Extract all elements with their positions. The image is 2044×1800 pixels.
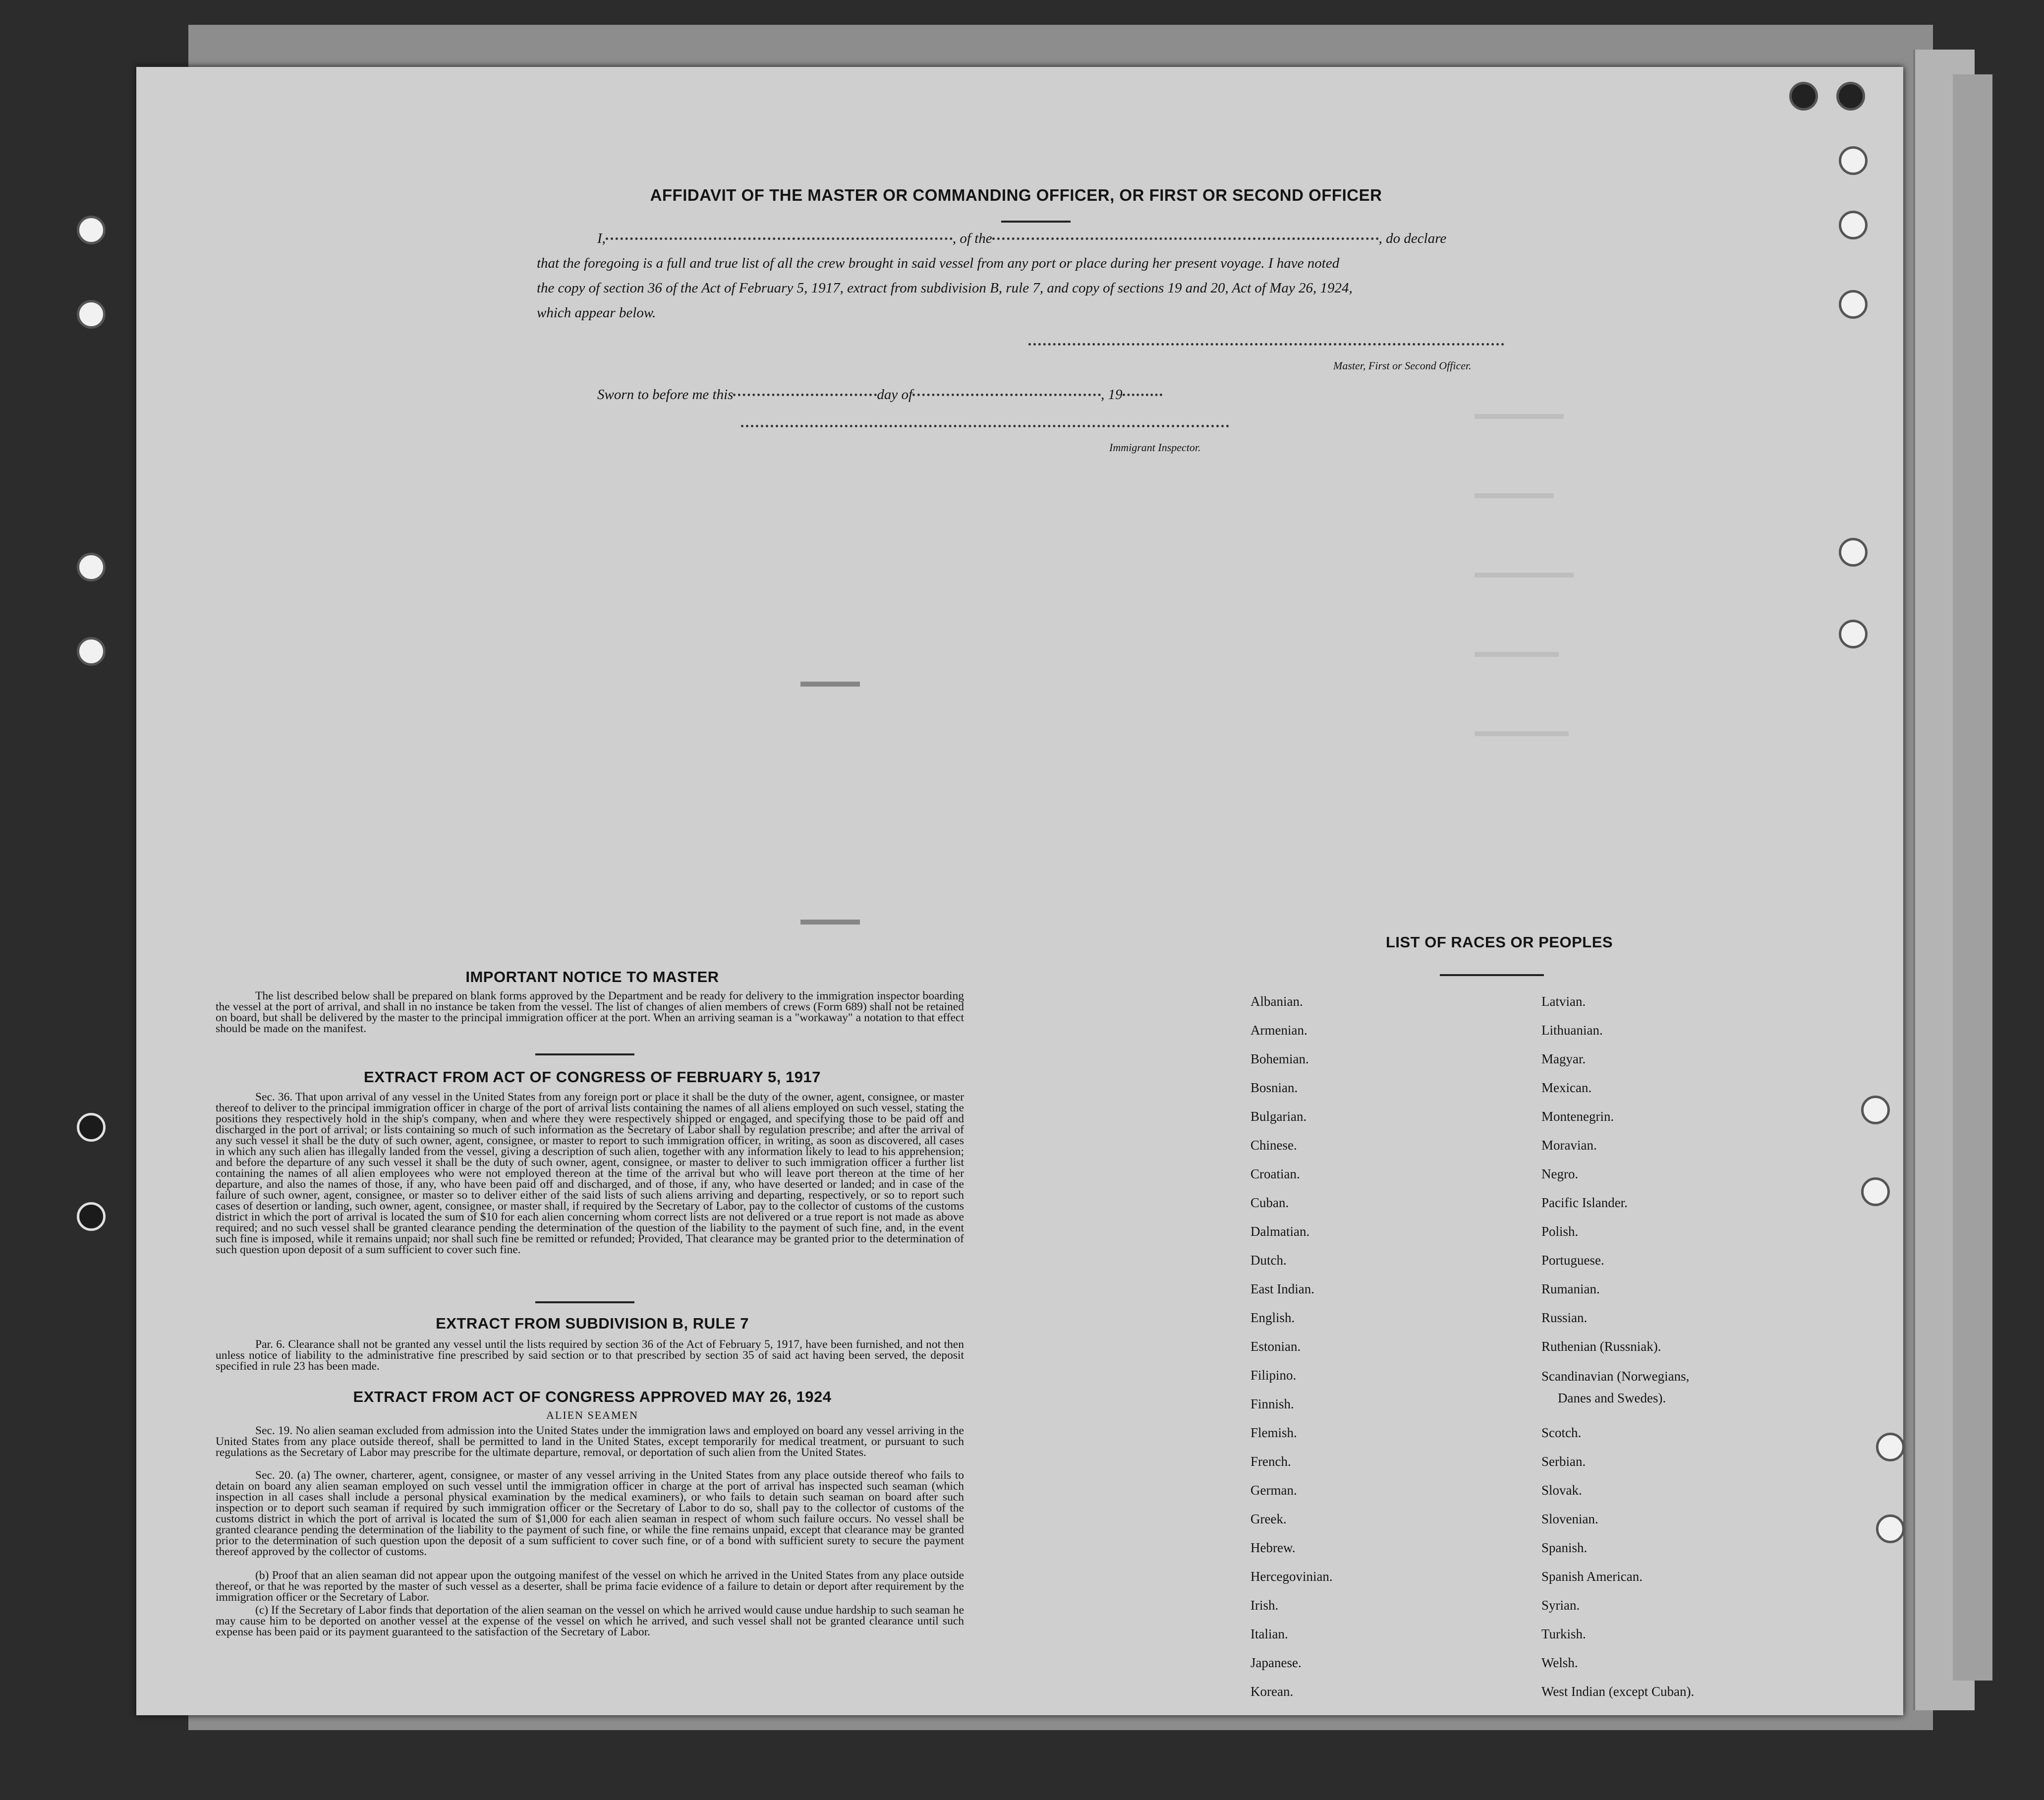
binder-hole-icon (1839, 290, 1868, 319)
sec20a-text: Sec. 20. (a) The owner, charterer, agent, consignee, or master of any vessel arriving in the United States from any place outside thereof who fails to detain on board any alien seaman employed on such vessel until the immigration officer in charge at the port of arrival has inspected such seaman (which inspection in all cases shall include a personal physical examination by the medical examiners), or who fails to detain such seaman on board after such inspection or to deport such seaman if required by such immigration officer or the Secretary of Labor to do so, shall pay to the collector of customs of the customs district in which the port of arrival is located the sum of $1,000 for each alien seaman in respect of whom such failure occurs. No vessel shall be granted clearance pending the determination of the liability to the payment of such fine, or while the fine remains unpaid, except that clearance may be granted prior to the determination of such question upon the deposit of a sum sufficient to cover such fine, or of a bond with sufficient surety to secure the payment thereof approved by the collector of customs. (216, 1469, 964, 1558)
race-item: Portuguese. (1541, 1253, 1604, 1268)
race-item: Negro. (1541, 1166, 1579, 1181)
binder-hole-icon (1839, 538, 1868, 567)
race-item: French. (1250, 1454, 1291, 1469)
affidavit-line-4: which appear below. (537, 305, 656, 321)
sworn-dayof: day of (877, 387, 913, 403)
race-item: English. (1250, 1310, 1295, 1325)
race-item: Pacific Islander. (1541, 1195, 1628, 1210)
bleed-through-mark (800, 682, 860, 687)
signature-line[interactable] (1028, 342, 1504, 351)
bleed-through-mark (800, 920, 860, 925)
race-item: Danes and Swedes). (1558, 1391, 1666, 1405)
race-item: German. (1250, 1483, 1297, 1498)
race-item: West Indian (except Cuban). (1541, 1684, 1695, 1699)
race-item: Spanish American. (1541, 1569, 1643, 1584)
binder-hole-icon (1861, 1177, 1890, 1206)
race-item: Bosnian. (1250, 1080, 1298, 1095)
race-item: Syrian. (1541, 1598, 1580, 1613)
rule7-text: Par. 6. Clearance shall not be granted any vessel until the lists required by section 36 of the Act of February 5, 1917, have been furnished, and not then unless notice of liability to the administrative fine prescribed by said section or to that prescribed by section 35 of said act having been served, the deposit specified in rule 23 has been made. (216, 1338, 964, 1373)
race-item: Japanese. (1250, 1655, 1302, 1670)
affidavit-line-2: that the foregoing is a full and true list of all the crew brought in said vessel from any port or place during her present voyage. I have noted (537, 255, 1340, 271)
race-item: Montenegrin. (1541, 1109, 1614, 1124)
race-item: Welsh. (1541, 1655, 1578, 1670)
race-item: Polish. (1541, 1224, 1579, 1239)
affidavit-line-1 (597, 231, 1446, 247)
race-item: East Indian. (1250, 1281, 1314, 1296)
document-page (136, 67, 1903, 1715)
vessel-blank[interactable] (992, 237, 1379, 240)
binder-hole-icon (77, 553, 106, 581)
race-item: Hercegovinian. (1250, 1569, 1333, 1584)
sworn-line (597, 387, 1162, 403)
binder-hole-icon (1839, 211, 1868, 239)
binder-hole-icon (77, 216, 106, 244)
affidavit-i: I, (597, 231, 606, 246)
sec20c-text: (c) If the Secretary of Labor finds that deportation of the alien seaman on the vessel on which he arrived would cause undue hardship to such seaman he may cause him to be deported on another vessel at the expense of the vessel on which he arrived, and such vessel shall not be granted clearance until such expense has been paid or its payment guaranteed to the satisfaction of the Secretary of Labor. (216, 1604, 964, 1638)
sworn-year: , 19 (1101, 387, 1123, 403)
race-item: Filipino. (1250, 1368, 1297, 1383)
race-item: Lithuanian. (1541, 1023, 1603, 1038)
day-blank[interactable] (733, 394, 877, 396)
affidavit-of-the: , of the (952, 231, 992, 246)
extract-1917-text: Sec. 36. That upon arrival of any vessel in the United States from any foreign port or place it shall be the duty of the owner, agent, consignee, or master thereof to deliver to the principal immigration officer in charge of the port of arrival lists containing the names of all aliens employed on such vessel, stating the positions they respectively hold in the ship's company, when and where they were respectively shipped or engaged, and specifying those to be paid off and discharged in the port of arrival; or lists containing so much of such information as the Secretary of Labor shall by regulation prescribe; and after the arrival of any such vessel it shall be the duty of such owner, agent, consignee, or master to report to such immigration officer, in writing, as soon as discovered, all cases in which any such alien has illegally landed from the vessel, giving a description of such alien, together with any information likely to lead to his apprehension; and before the departure of any such vessel it shall be the duty of such owner, agent, consignee, or master to deliver to such immigration officer a further list containing the names of all alien employees who were not employed thereon at the time of the arrival but who will leave port thereon at the time of her departure, and also the names of those, if any, who have been paid off and discharged, and of those, if any, who have deserted or landed; and in case of the failure of such owner, agent, consignee, or master so to deliver either of the said lists of such aliens arriving and departing, respectively, or so to report such cases of desertion or landing, such owner, agent, consignee, or master shall, if required by the Secretary of Labor, pay to the collector of customs of the customs district in which the port of arrival is located the sum of $10 for each alien concerning whom correct lists are not delivered or a true report is not made as above required; and no such vessel shall be granted clearance pending the determination of the question of the liability to the payment of such fine, and, in the event such fine is imposed, while it remains unpaid; nor shall such fine be remitted or refunded; Provided, That clearance may be granted prior to the determination of such question upon deposit of a sum sufficient to cover such fine. (216, 1091, 964, 1256)
month-blank[interactable] (912, 394, 1101, 396)
extract-1917-title: EXTRACT FROM ACT OF CONGRESS OF FEBRUARY 5, 1917 (364, 1068, 821, 1086)
binder-hole-icon (1839, 620, 1868, 648)
race-item: Russian. (1541, 1310, 1588, 1325)
extract-1924-title: EXTRACT FROM ACT OF CONGRESS APPROVED MAY 26, 1924 (353, 1388, 832, 1405)
race-item: Slovenian. (1541, 1511, 1598, 1526)
race-item: Slovak. (1541, 1483, 1582, 1498)
race-item: Moravian. (1541, 1138, 1597, 1153)
race-item: Serbian. (1541, 1454, 1586, 1469)
race-item: Ruthenian (Russniak). (1541, 1339, 1661, 1354)
race-item: Cuban. (1250, 1195, 1289, 1210)
bleed-through-mark (1475, 493, 1554, 498)
year-blank[interactable] (1123, 394, 1162, 396)
section-rule (535, 1301, 634, 1303)
race-item: Spanish. (1541, 1540, 1588, 1555)
affidavit-declare: , do declare (1378, 231, 1447, 246)
sec20b-text: (b) Proof that an alien seaman did not appear upon the outgoing manifest of the vessel on which he arrived in the United States from any place outside thereof, or that he was reported by the master of such vessel as a deserter, shall be prima facie evidence of a failure to detain or deport after requirement by the immigration officer or the Secretary of Labor. (216, 1569, 964, 1604)
race-item: Scandinavian (Norwegians, (1541, 1369, 1690, 1384)
affidavit-line-3: the copy of section 36 of the Act of February 5, 1917, extract from subdivision B, rule 7, and copy of sections 19 and 20, Act of May 26, 1924, (537, 280, 1353, 296)
race-item: Mexican. (1541, 1080, 1592, 1095)
notice-title: IMPORTANT NOTICE TO MASTER (465, 968, 719, 986)
bleed-through-mark (1475, 652, 1559, 657)
signature-caption: Master, First or Second Officer. (1333, 359, 1472, 372)
race-item: Greek. (1250, 1511, 1287, 1526)
race-item: Armenian. (1250, 1023, 1307, 1038)
bleed-through-mark (1475, 414, 1564, 419)
race-item: Hebrew. (1250, 1540, 1296, 1555)
race-item: Bulgarian. (1250, 1109, 1307, 1124)
race-item: Rumanian. (1541, 1281, 1600, 1296)
rule7-title: EXTRACT FROM SUBDIVISION B, RULE 7 (436, 1315, 749, 1332)
name-blank[interactable] (606, 237, 953, 240)
race-item: Croatian. (1250, 1166, 1300, 1181)
race-item: Dutch. (1250, 1253, 1287, 1268)
race-item: Albanian. (1250, 994, 1303, 1009)
race-item: Korean. (1250, 1684, 1294, 1699)
inspector-caption: Immigrant Inspector. (1109, 441, 1201, 454)
title-rule (1001, 221, 1071, 223)
race-item: Dalmatian. (1250, 1224, 1310, 1239)
binder-hole-icon (1876, 1433, 1905, 1461)
race-item: Scotch. (1541, 1425, 1582, 1440)
affidavit-title: AFFIDAVIT OF THE MASTER OR COMMANDING OFFICER, OR FIRST OR SECOND OFFICER (650, 186, 1382, 204)
binder-hole-icon (1839, 146, 1868, 175)
race-item: Irish. (1250, 1598, 1279, 1613)
binder-hole-icon (77, 637, 106, 666)
section-rule (1440, 974, 1544, 976)
race-item: Bohemian. (1250, 1051, 1309, 1066)
races-title: LIST OF RACES OR PEOPLES (1385, 933, 1613, 951)
binder-hole-icon (1789, 82, 1818, 111)
sec19-text: Sec. 19. No alien seaman excluded from admission into the United States under the immigration laws and employed on board any vessel arriving in the United States from any place outside thereof, shall be permitted to land in the United States, except temporarily for medical treatment, or pursuant to such regulations as the Secretary of Labor may prescribe for the ultimate departure, removal, or deportation of such alien from the United States. (216, 1424, 964, 1459)
binder-hole-icon (77, 300, 106, 329)
binder-hole-icon (77, 1202, 106, 1231)
binder-hole-icon (1876, 1514, 1905, 1543)
race-item: Italian. (1250, 1626, 1288, 1641)
section-rule (535, 1053, 634, 1055)
back-sheet-edge-2 (1953, 74, 1992, 1681)
sworn-prefix: Sworn to before me this (597, 387, 734, 403)
bleed-through-mark (1475, 731, 1569, 736)
race-item: Estonian. (1250, 1339, 1301, 1354)
race-item: Magyar. (1541, 1051, 1586, 1066)
bleed-through-mark (1475, 573, 1574, 578)
race-item: Finnish. (1250, 1396, 1294, 1411)
binder-hole-icon (1861, 1096, 1890, 1124)
race-item: Chinese. (1250, 1138, 1297, 1153)
race-item: Turkish. (1541, 1626, 1586, 1641)
notice-text: The list described below shall be prepared on blank forms approved by the Department and be ready for delivery to the immigration inspector boarding the vessel at the port of arrival, and shall in no instance be taken from the vessel. The list of changes of alien members of crews (Form 689) shall not be retained on board, but shall be delivered by the master to the principal immigration officer at the port. When an arriving seaman is a "workaway" a notation to that effect should be made on the manifest. (216, 989, 964, 1035)
race-item: Flemish. (1250, 1425, 1297, 1440)
binder-hole-icon (1836, 82, 1865, 111)
extract-1924-subtitle: ALIEN SEAMEN (546, 1409, 638, 1421)
race-item: Latvian. (1541, 994, 1586, 1009)
binder-hole-icon (77, 1113, 106, 1142)
inspector-line[interactable] (741, 424, 1229, 433)
